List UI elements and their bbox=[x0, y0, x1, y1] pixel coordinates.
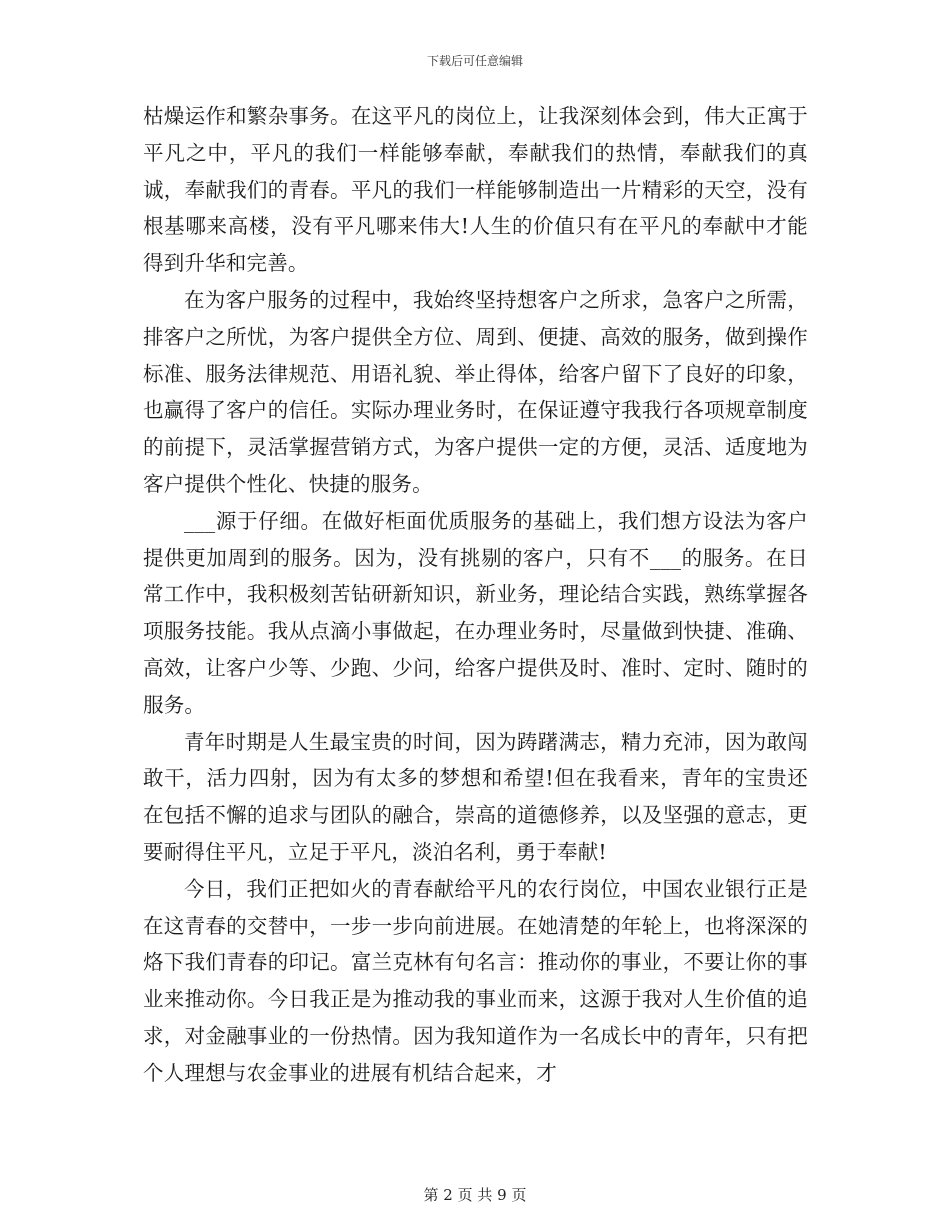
paragraph-continuation: 枯燥运作和繁杂事务。在这平凡的岗位上，让我深刻体会到，伟大正寓于平凡之中，平凡的我们一样能够奉献，奉献我们的热情，奉献我们的真诚，奉献我们的青春。平凡的我们一样能够制造出一片精彩的天空，没有根基哪来高楼，没有平凡哪来伟大!人生的价值只有在平凡的奉献中才能得到升华和完善。 bbox=[143, 104, 808, 276]
page-header bbox=[0, 52, 950, 69]
page-number: 第 2 页 共 9 页 bbox=[423, 1186, 527, 1204]
paragraph-today: 今日，我们正把如火的青春献给平凡的农行岗位，中国农业银行正是在这青春的交替中，一步一步向前进展。在她清楚的年轮上，也将深深的烙下我们青春的印记。富兰克林有句名言：推动你的事业，不要让你的事业来推动你。今日我正是为推动我的事业而来，这源于我对人生价值的追求，对金融事业的一份热情。因为我知道作为一名成长中的青年，只有把个人理想与农金事业的进展有机结合起来，才 bbox=[143, 876, 808, 1085]
page-footer bbox=[0, 1184, 950, 1205]
header-note: 下载后可任意编辑 bbox=[426, 54, 523, 68]
document-body bbox=[143, 98, 808, 1092]
paragraph-careful-service: ___源于仔细。在做好柜面优质服务的基础上，我们想方设法为客户提供更加周到的服务。因为，没有挑剔的客户，只有不___的服务。在日常工作中，我积极刻苦钻研新知识，新业务，理论结合实践，熟练掌握各项服务技能。我从点滴小事做起，在办理业务时，尽量做到快捷、准确、高效，让客户少等、少跑、少问，给客户提供及时、准时、定时、随时的服务。 bbox=[143, 508, 808, 717]
paragraph-youth: 青年时期是人生最宝贵的时间，因为踌躇满志，精力充沛，因为敢闯敢干，活力四射，因为有太多的梦想和希望!但在我看来，青年的宝贵还在包括不懈的追求与团队的融合，崇高的道德修养，以及坚强的意志，更要耐得住平凡，立足于平凡，淡泊名利，勇于奉献! bbox=[143, 729, 808, 864]
paragraph-customer-service: 在为客户服务的过程中，我始终坚持想客户之所求，急客户之所需，排客户之所忧，为客户提供全方位、周到、便捷、高效的服务，做到操作标准、服务法律规范、用语礼貌、举止得体，给客户留下了良好的印象，也赢得了客户的信任。实际办理业务时，在保证遵守我我行各项规章制度的前提下，灵活掌握营销方式，为客户提供一定的方便，灵活、适度地为客户提供个性化、快捷的服务。 bbox=[143, 287, 808, 496]
